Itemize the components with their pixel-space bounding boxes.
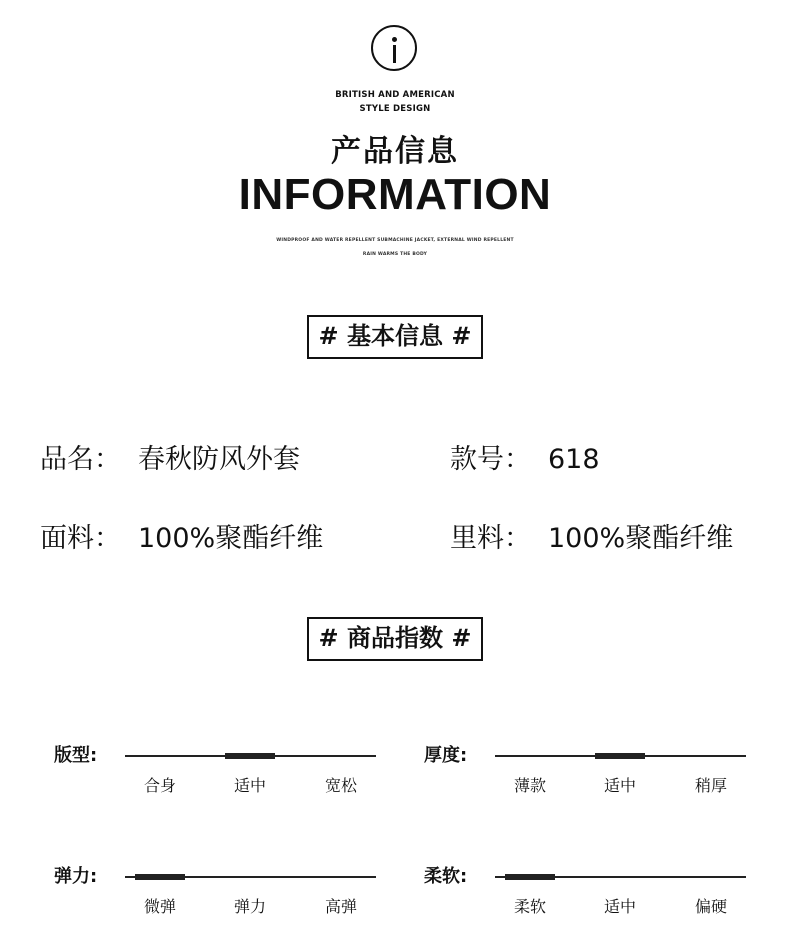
elasticity-scale-indicator (135, 874, 185, 880)
brand-line-2: STYLE DESIGN (359, 104, 431, 114)
tagline-2: RAIN WARMS THE BODY (362, 252, 428, 257)
elasticity-scale-label: 弹力: (54, 866, 98, 887)
product-index-heading: # 商品指数 # (307, 617, 483, 661)
name-value: 春秋防风外套 (138, 444, 300, 475)
thickness-option-2: 适中 (603, 776, 636, 795)
softness-option-1: 柔软 (513, 897, 546, 916)
fit-option-3: 宽松 (324, 776, 357, 795)
style-number-value: 618 (548, 444, 600, 475)
softness-option-3: 偏硬 (694, 897, 727, 916)
fit-option-2: 适中 (233, 776, 266, 795)
lining-label: 里料： (450, 523, 531, 554)
thickness-option-3: 稍厚 (694, 776, 727, 795)
elasticity-option-3: 高弹 (324, 897, 357, 916)
thickness-scale-label: 厚度: (424, 745, 468, 766)
softness-scale-indicator (505, 874, 555, 880)
elasticity-option-1: 微弹 (143, 897, 176, 916)
thickness-option-1: 薄款 (513, 776, 546, 795)
fit-scale-label: 版型: (54, 745, 98, 766)
elasticity-option-2: 弹力 (233, 897, 266, 916)
fit-scale-indicator (225, 753, 275, 759)
tagline-1: WINDPROOF AND WATER REPELLENT SUBMACHINE JACKET, EXTERNAL WIND REPELLENT (276, 238, 514, 243)
title-english: INFORMATION (238, 170, 552, 219)
brand-line-1: BRITISH AND AMERICAN (335, 90, 455, 100)
fabric-value: 100%聚酯纤维 (138, 523, 324, 554)
info-logo-stem (393, 45, 396, 63)
softness-option-2: 适中 (603, 897, 636, 916)
name-label: 品名： (40, 444, 121, 475)
title-chinese: 产品信息 (331, 134, 459, 169)
fabric-label: 面料： (40, 523, 121, 554)
fit-option-1: 合身 (143, 776, 176, 795)
softness-scale-label: 柔软: (424, 866, 468, 887)
lining-value: 100%聚酯纤维 (548, 523, 734, 554)
style-number-label: 款号： (450, 444, 531, 475)
basic-info-heading: # 基本信息 # (307, 315, 483, 359)
info-logo-dot (392, 37, 397, 42)
thickness-scale-indicator (595, 753, 645, 759)
